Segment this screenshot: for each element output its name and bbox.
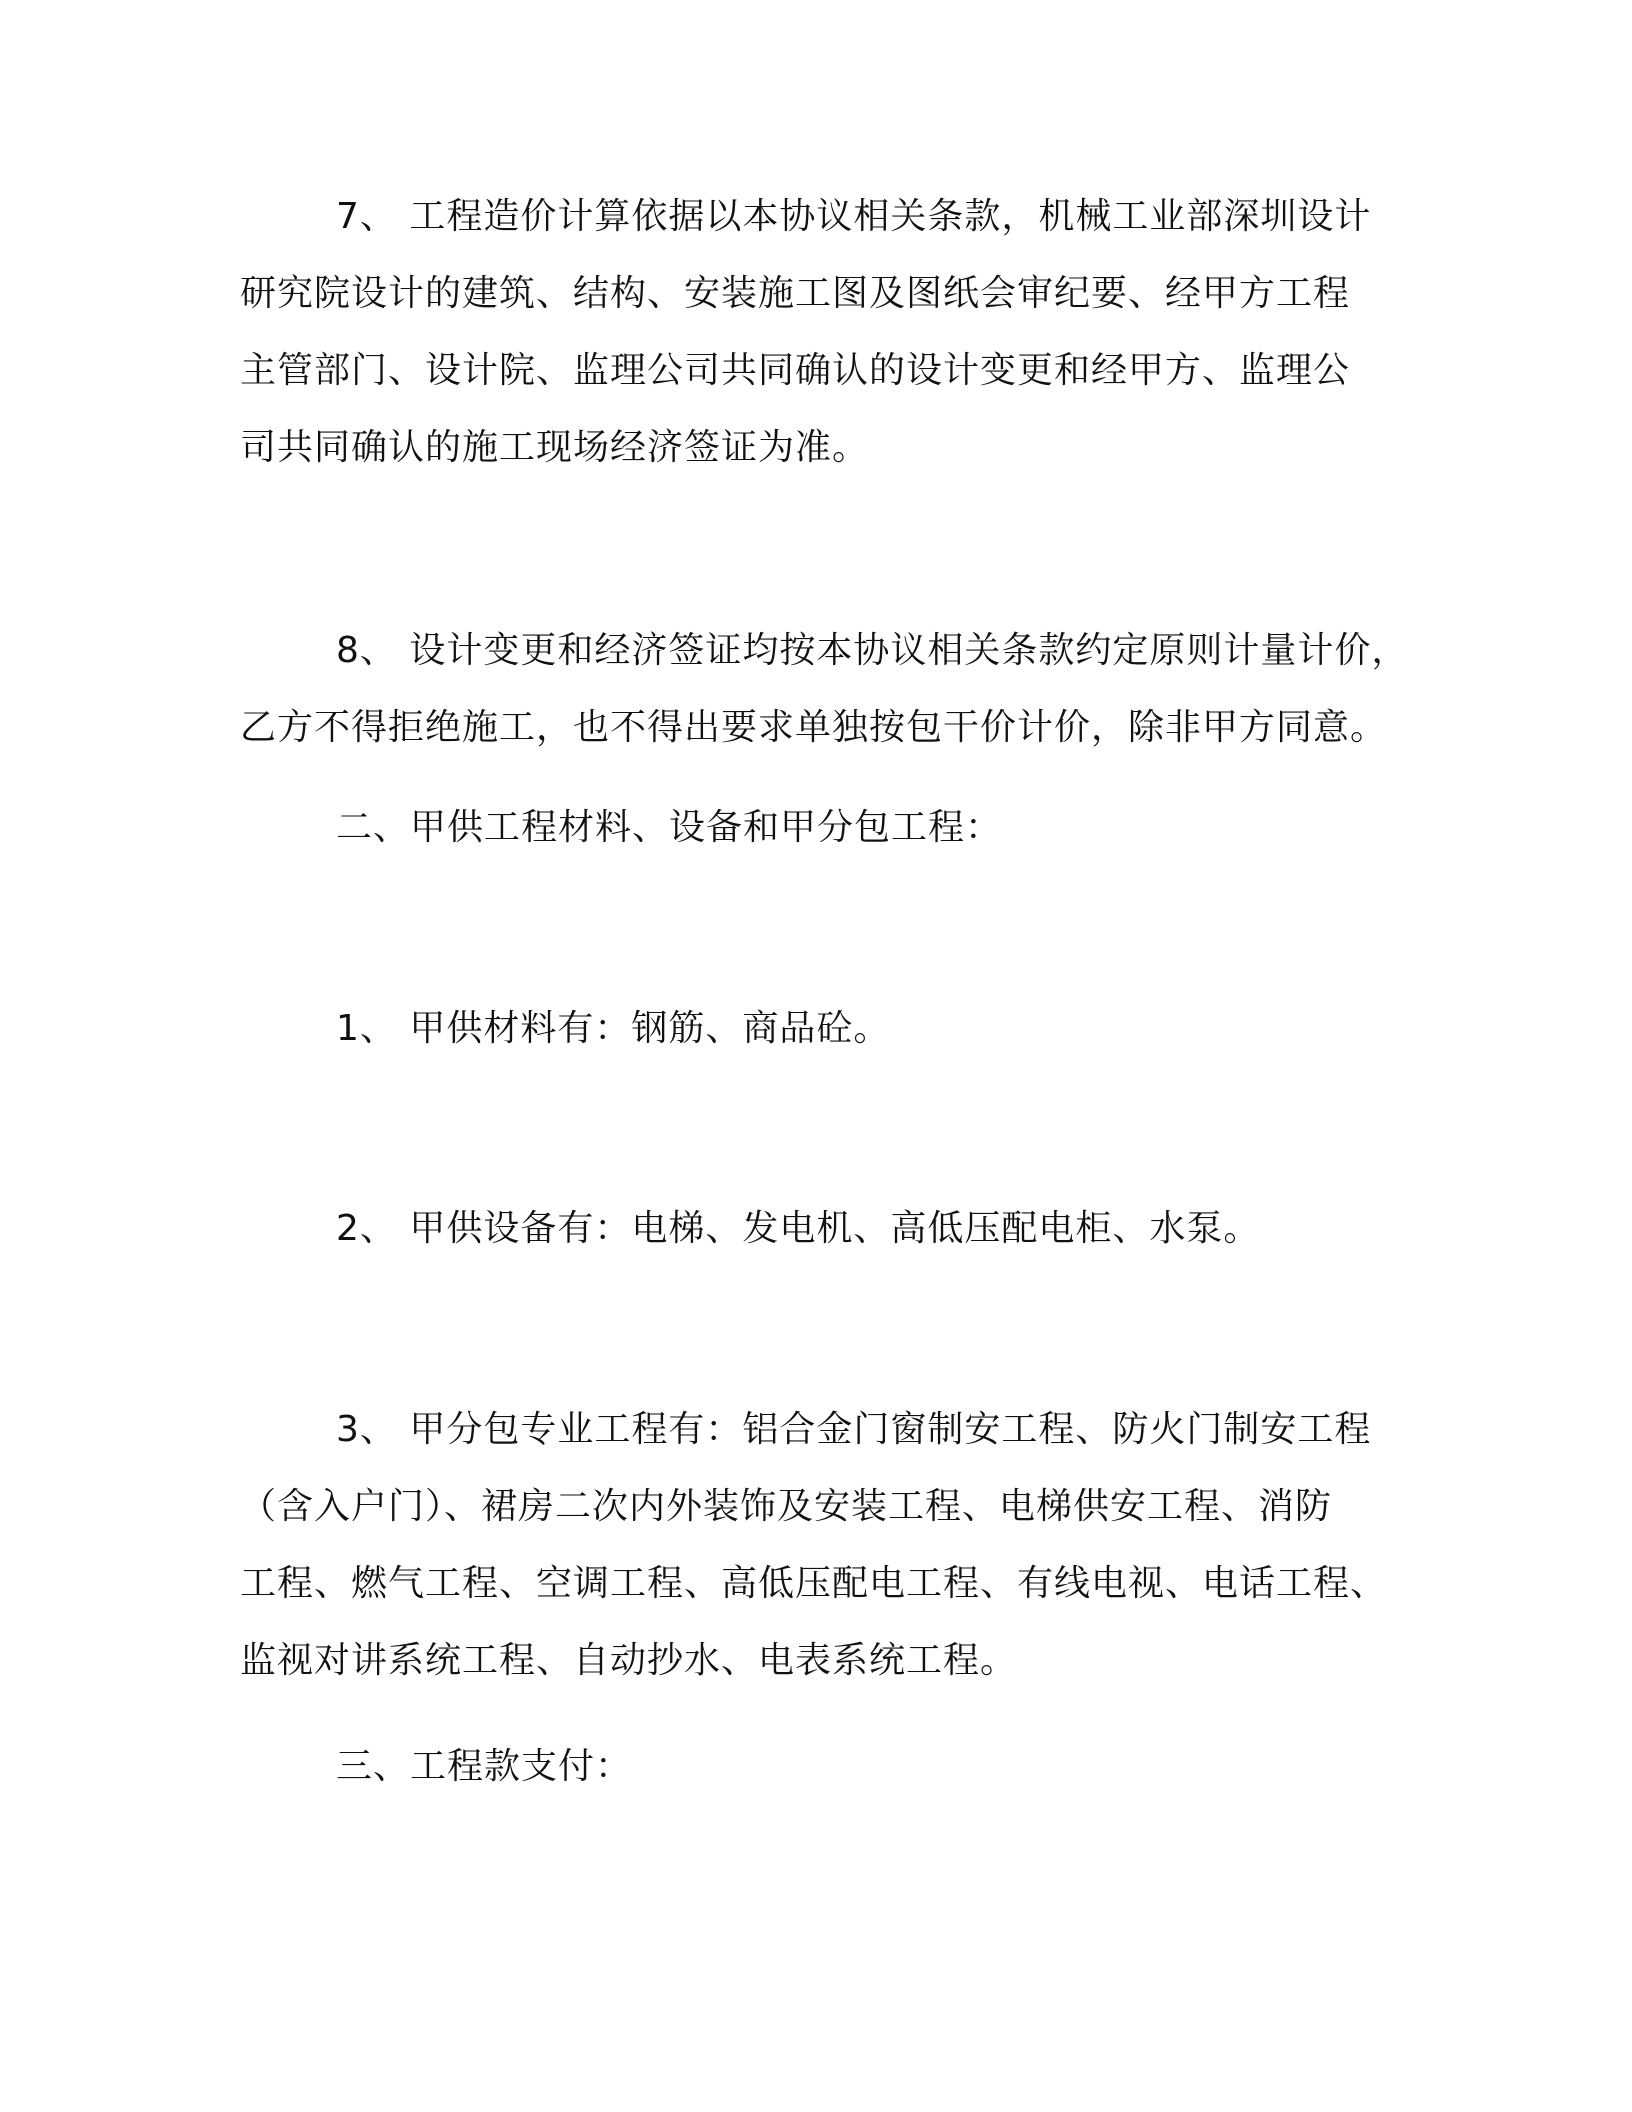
text-line: 7、 工程造价计算依据以本协议相关条款，机械工业部深圳设计: [336, 196, 1372, 237]
section-heading-3: [240, 1728, 1390, 1805]
text-line: 2、 甲供设备有：电梯、发电机、高低压配电柜、水泵。: [336, 1208, 1261, 1249]
text-line: 监视对讲系统工程、自动抄水、电表系统工程。: [240, 1640, 1018, 1681]
paragraph-item-2: [240, 1190, 1390, 1267]
heading-text: 三、工程款支付：: [336, 1746, 633, 1787]
text-line: 工程、燃气工程、空调工程、高低压配电工程、有线电视、电话工程、: [240, 1563, 1388, 1604]
text-line: 司共同确认的施工现场经济签证为准。: [240, 427, 870, 468]
text-line: （含入户门）、裙房二次内外装饰及安装工程、电梯供安工程、消防: [240, 1486, 1333, 1527]
text-line: 主管部门、设计院、监理公司共同确认的设计变更和经甲方、监理公: [240, 350, 1351, 391]
paragraph-item-1: [240, 990, 1390, 1067]
text-line: 3、 甲分包专业工程有：铝合金门窗制安工程、防火门制安工程: [336, 1409, 1372, 1450]
text-line: 8、 设计变更和经济签证均按本协议相关条款约定原则计量计价，: [336, 630, 1409, 671]
heading-text: 二、甲供工程材料、设备和甲分包工程：: [336, 807, 1003, 848]
text-line: 乙方不得拒绝施工，也不得出要求单独按包干价计价，除非甲方同意。: [240, 707, 1388, 748]
paragraph-clause-8: [240, 612, 1409, 766]
text-line: 1、 甲供材料有：钢筋、商品砼。: [336, 1008, 891, 1049]
paragraph-item-3: [240, 1391, 1390, 1699]
text-line: 研究院设计的建筑、结构、安装施工图及图纸会审纪要、经甲方工程: [240, 273, 1351, 314]
section-heading-2: [240, 789, 1390, 866]
paragraph-clause-7: [240, 178, 1390, 486]
